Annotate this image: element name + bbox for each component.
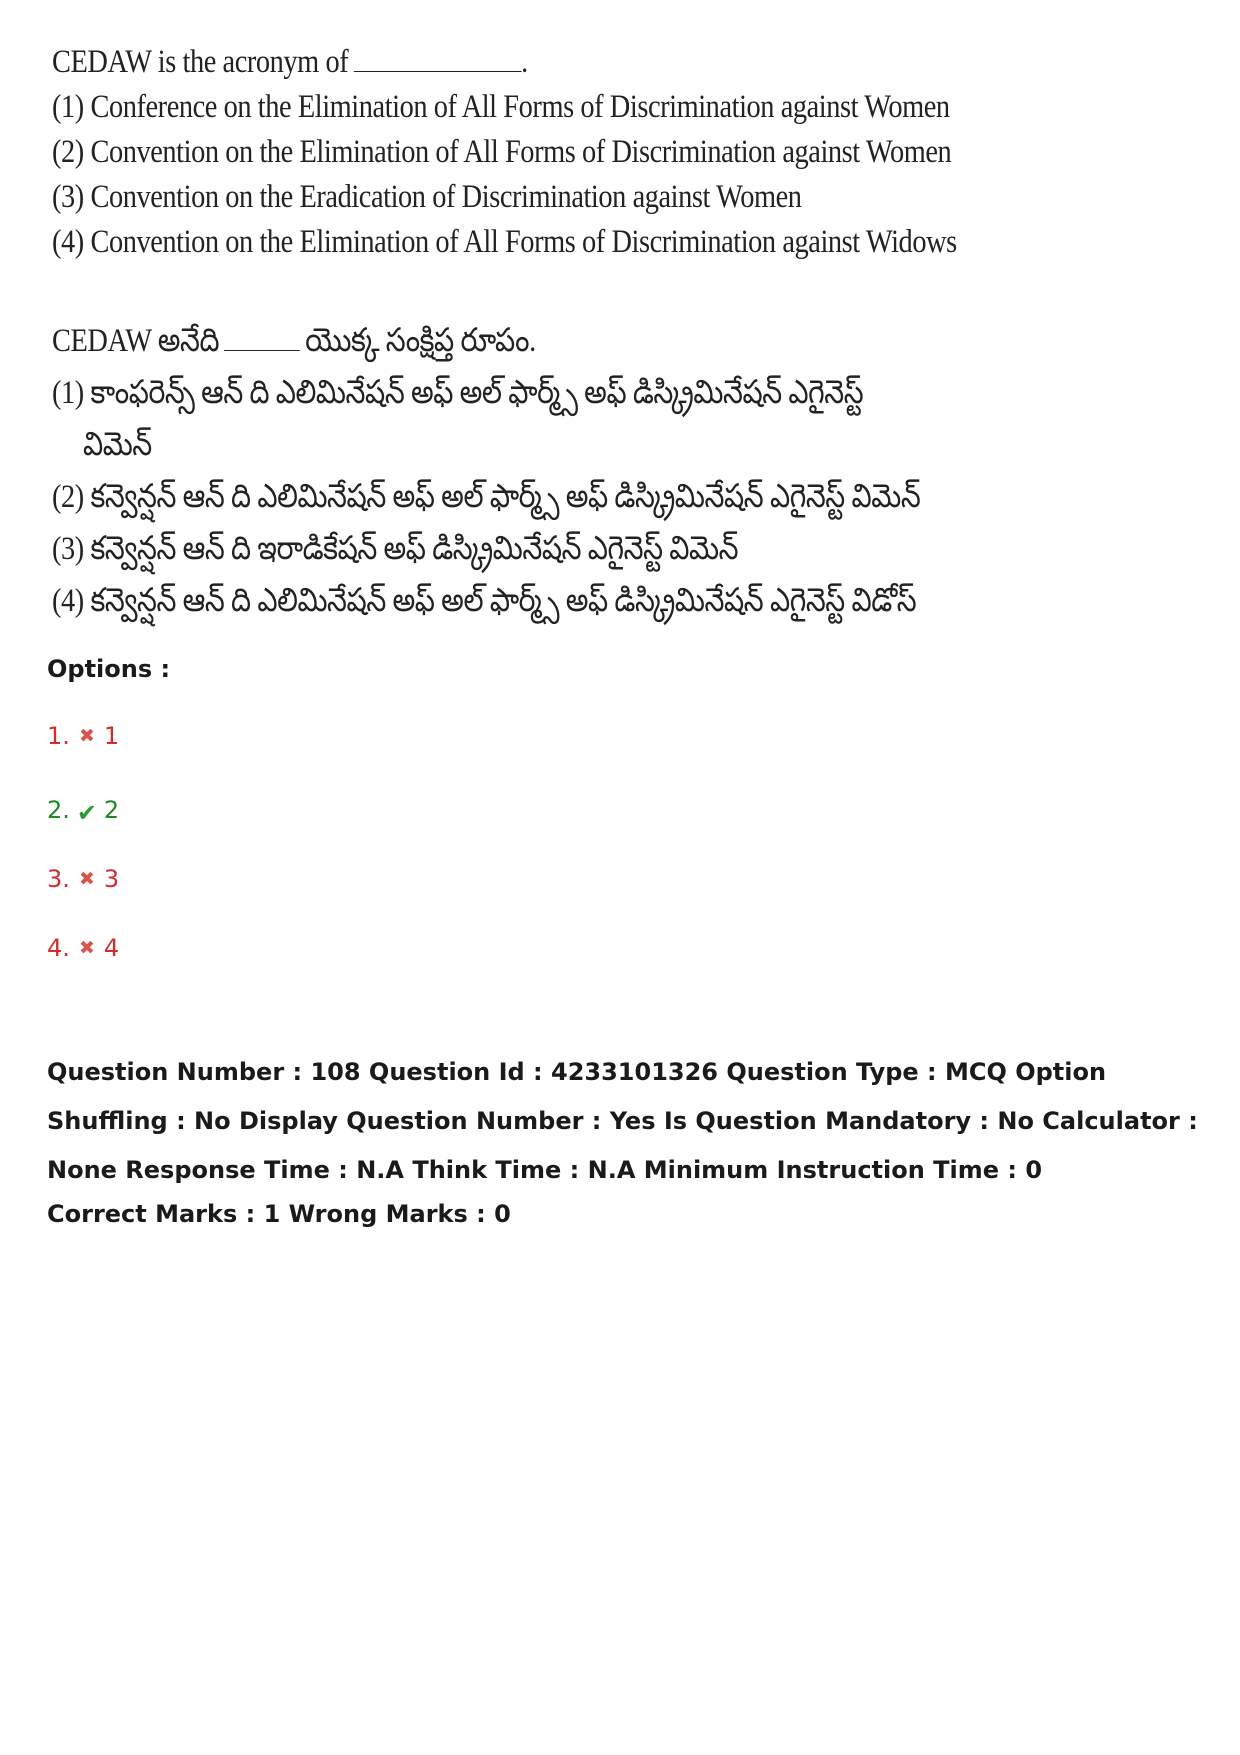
answer-blank bbox=[353, 43, 521, 72]
option-value: 2 bbox=[103, 796, 120, 824]
choice-te-1-cont: విమెన్ bbox=[82, 427, 152, 463]
question-marks: Correct Marks : 1 Wrong Marks : 0 bbox=[47, 1200, 511, 1228]
cross-icon: ✖ bbox=[78, 937, 95, 959]
option-number: 2. bbox=[47, 796, 70, 824]
question-stem-en bbox=[52, 40, 826, 85]
choice-en-1: (1) Conference on the Elimination of All Forms of Discrimination against Women bbox=[52, 89, 950, 125]
choice-en-3: (3) Convention on the Eradication of Discrimination against Women bbox=[52, 179, 802, 215]
question-metadata: Question Number : 108 Question Id : 4233101326 Question Type : MCQ Option Shuffling : No Display Question Number : Yes Is Question Mandatory : No Calculator : None Response Time : N.A Think Time : N.A Minimum Instruction Time : 0 bbox=[47, 1058, 1198, 1184]
options-heading: Options : bbox=[47, 655, 171, 683]
cross-icon: ✖ bbox=[78, 725, 95, 747]
choice-te-4: (4) కన్వెన్షన్ ఆన్ ది ఎలిమినేషన్ అఫ్ అల్ ఫార్మ్స్ అఫ్ డిస్క్రిమినేషన్ ఎగైనెస్ట్ విడోస్ bbox=[52, 583, 917, 619]
choice-te-2: (2) కన్వెన్షన్ ఆన్ ది ఎలిమినేషన్ అఫ్ అల్ ఫార్మ్స్ అఫ్ డిస్క్రిమినేషన్ ఎగైనెస్ట్ విమెన్ bbox=[52, 479, 921, 515]
option-2 bbox=[47, 796, 120, 827]
answer-blank-te bbox=[224, 322, 300, 351]
question-image bbox=[52, 40, 957, 627]
option-4 bbox=[47, 934, 119, 962]
choice-te-3: (3) కన్వెన్షన్ ఆన్ ది ఇరాడికేషన్ అఫ్ డిస్క్రిమినేషన్ ఎగైనెస్ట్ విమెన్ bbox=[52, 531, 739, 567]
stem-end: . bbox=[521, 44, 528, 80]
stem-text-te: CEDAW అనేది bbox=[52, 323, 220, 359]
choice-te-1: (1) కాంఫరెన్స్ ఆన్ ది ఎలిమినేషన్ అఫ్ అల్ ఫార్మ్స్ అఫ్ డిస్క్రిమినేషన్ ఎగైనెస్ట్ bbox=[52, 375, 864, 411]
option-value: 3 bbox=[103, 865, 120, 893]
option-number: 1. bbox=[47, 722, 70, 750]
stem-end-te: యొక్క సంక్షిప్త రూపం. bbox=[305, 323, 536, 359]
option-1 bbox=[47, 722, 119, 750]
choice-en-4: (4) Convention on the Elimination of All Forms of Discrimination against Widows bbox=[52, 224, 957, 260]
choice-en-2: (2) Convention on the Elimination of All Forms of Discrimination against Women bbox=[52, 134, 952, 170]
question-stem-te bbox=[52, 315, 826, 367]
cross-icon: ✖ bbox=[78, 868, 95, 890]
option-number: 3. bbox=[47, 865, 70, 893]
option-3 bbox=[47, 865, 119, 893]
check-icon: ✔ bbox=[76, 799, 97, 827]
option-number: 4. bbox=[47, 934, 70, 962]
stem-text: CEDAW is the acronym of bbox=[52, 44, 349, 80]
question-te-block bbox=[52, 315, 921, 627]
option-value: 4 bbox=[103, 934, 120, 962]
option-value: 1 bbox=[103, 722, 120, 750]
